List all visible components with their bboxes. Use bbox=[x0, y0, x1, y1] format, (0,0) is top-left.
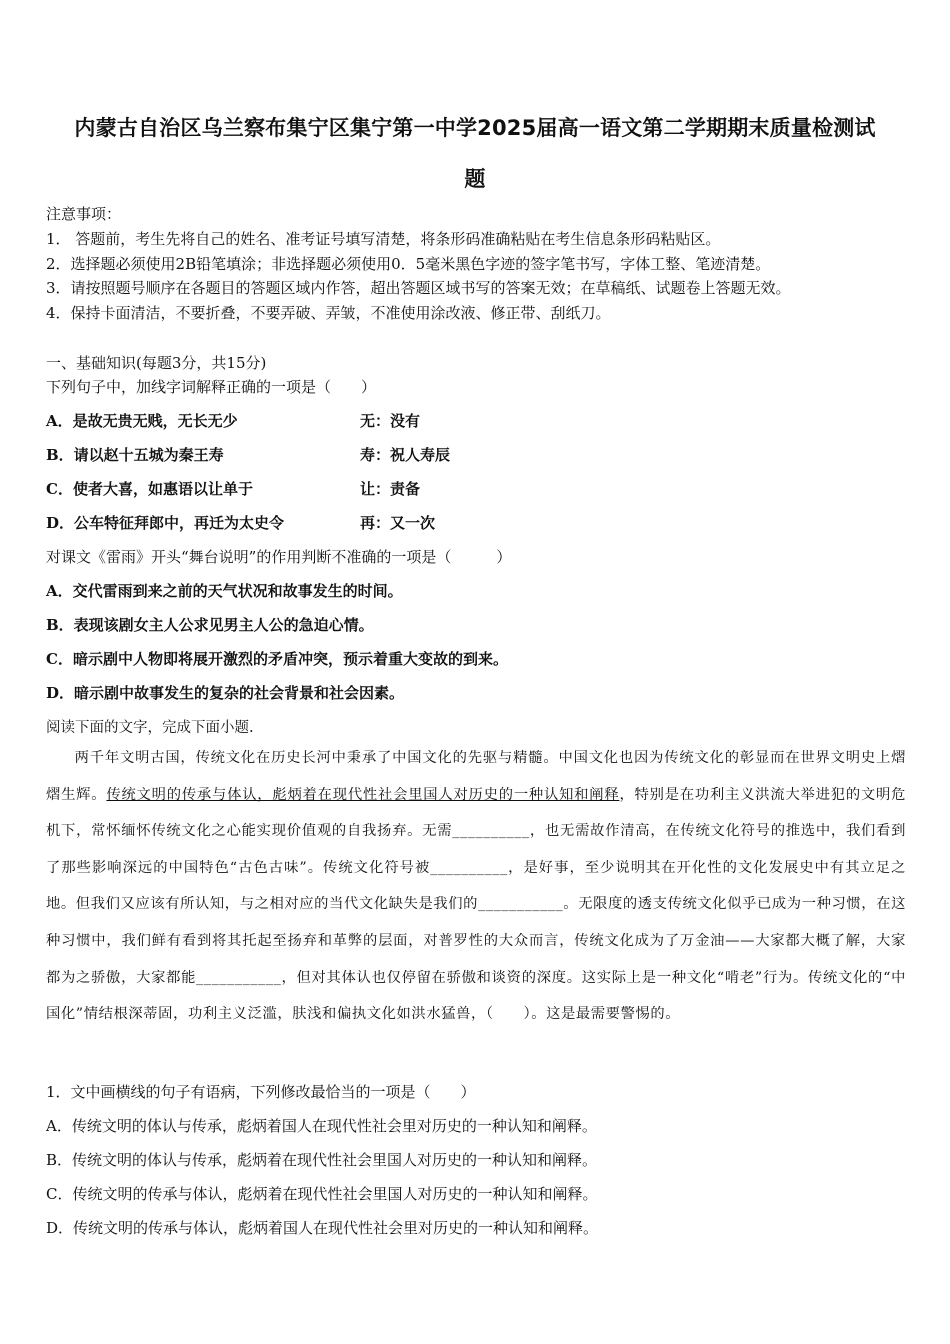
q3-stem: 1．文中画横线的句子有语病，下列修改最恰当的一项是（ ） bbox=[46, 1083, 476, 1101]
q1-option-b: B．请以赵十五城为秦王寿 bbox=[46, 446, 224, 464]
passage-underlined-sentence: 传统文明的传承与体认，彪炳着在现代性社会里国人对历史的一种认知和阐释 bbox=[106, 786, 620, 803]
reading-passage bbox=[46, 740, 906, 1033]
section-heading: 一、基础知识(每题3分，共15分) bbox=[46, 354, 267, 372]
q1-option-b-gloss: 寿：祝人寿辰 bbox=[360, 446, 451, 464]
notice-item-4: 4．保持卡面清洁，不要折叠，不要弄破、弄皱，不准使用涂改液、修正带、刮纸刀。 bbox=[46, 304, 611, 322]
notice-item-3: 3．请按照题号顺序在各题目的答题区域内作答，超出答题区域书写的答案无效；在草稿纸、试题卷上答题无效。 bbox=[46, 279, 791, 297]
exam-title-line1: 内蒙古自治区乌兰察布集宁区集宁第一中学2025届高一语文第二学期期末质量检测试 bbox=[74, 116, 876, 140]
notice-item-1: 1． 答题前，考生先将自己的姓名、准考证号填写清楚，将条形码准确粘贴在考生信息条形码粘贴区。 bbox=[46, 230, 721, 248]
q2-option-a: A．交代雷雨到来之前的天气状况和故事发生的时间。 bbox=[46, 582, 403, 600]
q2-option-c: C．暗示剧中人物即将展开激烈的矛盾冲突，预示着重大变故的到来。 bbox=[46, 650, 508, 668]
exam-title-line2: 题 bbox=[464, 167, 486, 191]
q3-option-b: B．传统文明的体认与传承，彪炳着在现代性社会里国人对历史的一种认知和阐释。 bbox=[46, 1151, 598, 1169]
passage-part-2: ，特别是在功利主义洪流大举进犯的文明危机下，常怀缅怀传统文化之心能实现价值观的自我扬弃。无需__________，也无需故作清高，在传统文化符号的推选中，我们看到了那些影响深远的中国特色“古色古味”。传统文化符号被__________，是好事，至少说明其在开化性的文化发展史中有其立足之地。但我们又应该有所认知，与之相对应的当代文化缺失是我们的___________。无限度的透支传统文化似乎已成为一种习惯，在这种习惯中，我们鲜有看到将其托起至扬弃和革弊的层面，对普罗性的大众而言，传统文化成为了万金油——大家都大概了解，大家都为之骄傲，大家都能___________，但对其体认也仅停留在骄傲和谈资的深度。这实际上是一种文化“啃老”行为。传统文化的“中国化”情结根深蒂固，功利主义泛滥，肤浅和偏执文化如洪水猛兽，（ ）。这是最需要警惕的。 bbox=[46, 786, 906, 1023]
q1-stem: 下列句子中，加线字词解释正确的一项是（ ） bbox=[46, 378, 377, 396]
q1-option-a: A．是故无贵无贱，无长无少 bbox=[46, 412, 238, 430]
q2-option-b: B．表现该剧女主人公求见男主人公的急迫心情。 bbox=[46, 616, 374, 634]
notice-item-2: 2．选择题必须使用2B铅笔填涂；非选择题必须使用0．5毫米黑色字迹的签字笔书写，字体工整、笔迹清楚。 bbox=[46, 255, 771, 273]
q1-option-c-gloss: 让：责备 bbox=[360, 480, 421, 498]
reading-intro: 阅读下面的文字，完成下面小题. bbox=[46, 720, 254, 736]
q1-option-a-gloss: 无：没有 bbox=[360, 412, 421, 430]
passage-part-1: 两千年文明古国，传统文化在历史长河中秉承了中国文化的先驱与精髓。中国文化也因为传统文化的彰显而在世界文明史上熠熠生辉。 bbox=[46, 750, 906, 803]
q1-option-d-gloss: 再：又一次 bbox=[360, 514, 436, 532]
q1-option-c: C．使者大喜，如惠语以让单于 bbox=[46, 480, 253, 498]
q3-option-c: C．传统文明的传承与体认，彪炳着在现代性社会里国人对历史的一种认知和阐释。 bbox=[46, 1185, 598, 1203]
q3-option-a: A．传统文明的体认与传承，彪炳着国人在现代性社会里对历史的一种认知和阐释。 bbox=[46, 1117, 597, 1135]
q2-stem: 对课文《雷雨》开头“舞台说明”的作用判断不准确的一项是（ ） bbox=[46, 548, 512, 566]
q2-option-d: D．暗示剧中故事发生的复杂的社会背景和社会因素。 bbox=[46, 684, 405, 702]
q3-option-d: D．传统文明的传承与体认，彪炳着国人在现代性社会里对历史的一种认知和阐释。 bbox=[46, 1219, 599, 1237]
notice-heading: 注意事项： bbox=[46, 205, 122, 223]
q1-option-d: D．公车特征拜郎中，再迁为太史令 bbox=[46, 514, 285, 532]
